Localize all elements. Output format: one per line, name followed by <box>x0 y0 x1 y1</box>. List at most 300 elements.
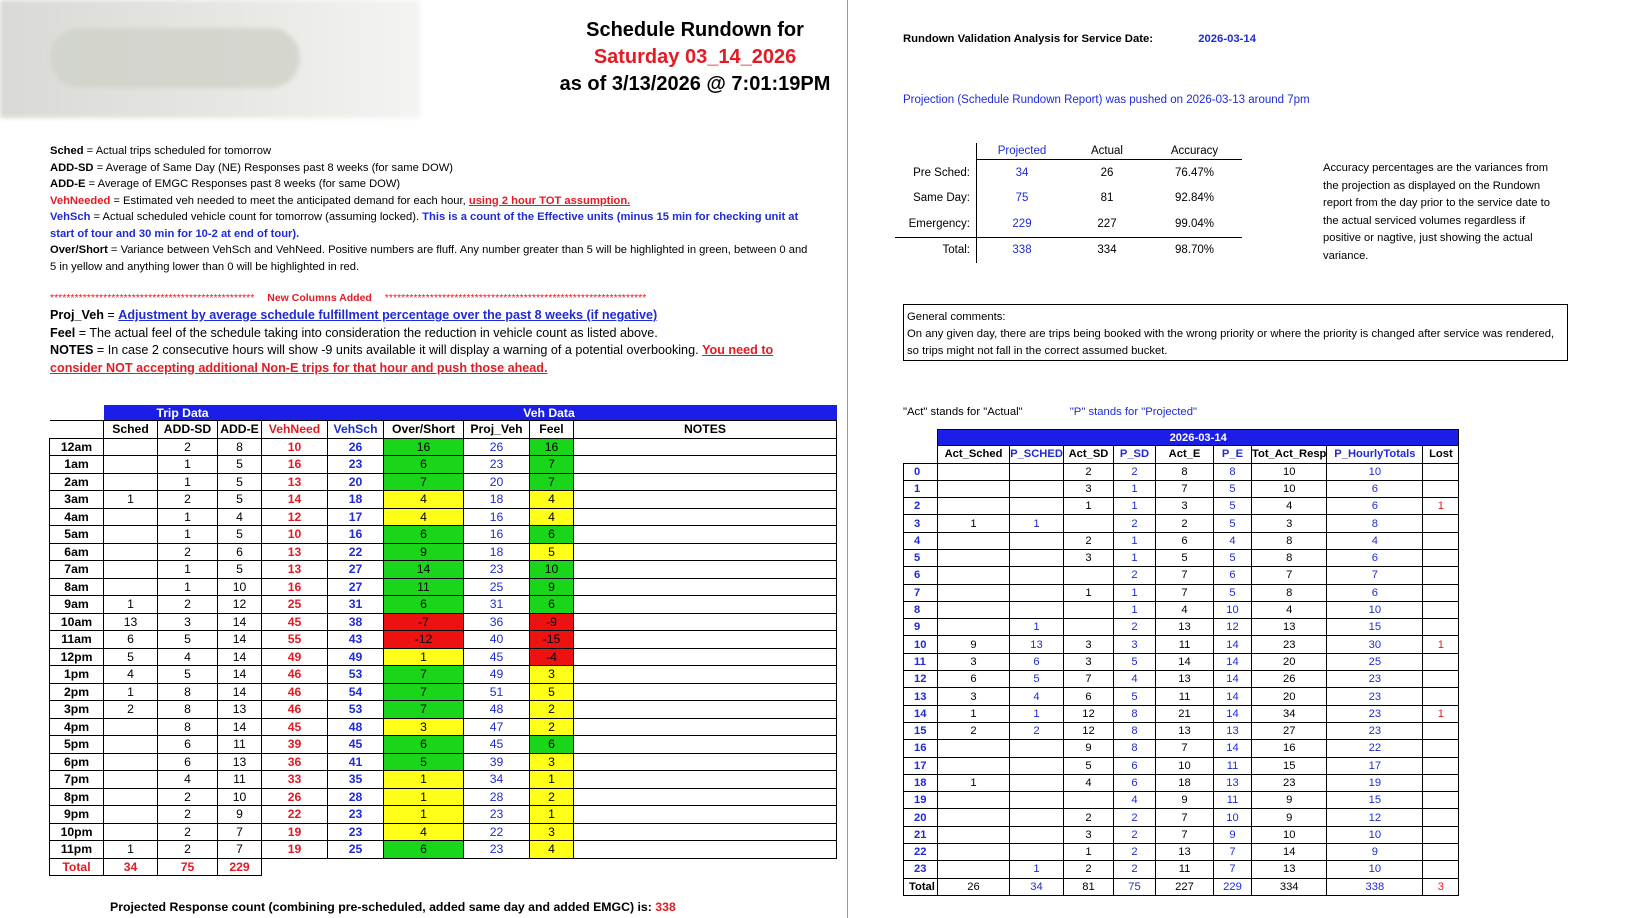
vehsch-cell: 49 <box>328 648 384 666</box>
table-row <box>50 613 837 631</box>
sched-cell <box>104 561 158 579</box>
tot-act-resp-cell: 27 <box>1252 722 1327 739</box>
p-sd-cell: 2 <box>1114 826 1156 843</box>
p-e-cell: 6 <box>1214 567 1252 584</box>
p-sd-cell: 8 <box>1114 740 1156 757</box>
p-e-cell: 10 <box>1214 809 1252 826</box>
act-e-cell: 5 <box>1156 549 1214 566</box>
act-e-cell: 13 <box>1156 619 1214 636</box>
p-sched-cell: 5 <box>1010 671 1064 688</box>
lost-cell: 1 <box>1423 498 1459 515</box>
tot-act-resp-cell: 13 <box>1252 619 1327 636</box>
act-sd-cell: 1 <box>1064 844 1114 861</box>
p-hourly-total-cell: 10 <box>1327 826 1423 843</box>
act-e-cell: 21 <box>1156 705 1214 722</box>
acc-projected: 229 <box>977 211 1068 237</box>
col-projveh: Proj_Veh <box>464 421 530 439</box>
hour-cell: 4pm <box>50 718 104 736</box>
overshort-cell: -12 <box>384 631 464 649</box>
acc-accuracy: 99.04% <box>1174 217 1214 230</box>
addsd-cell: 8 <box>158 718 218 736</box>
overshort-cell: 7 <box>384 473 464 491</box>
adde-cell: 7 <box>218 841 262 859</box>
feel-cell: 7 <box>530 473 574 491</box>
hourly-row <box>904 567 1459 584</box>
notes-cell <box>574 526 837 544</box>
col-notes: NOTES <box>574 421 837 439</box>
tot-act-resp-cell: 10 <box>1252 480 1327 497</box>
hour-cell: 11am <box>50 631 104 649</box>
lost-cell <box>1423 584 1459 601</box>
total-addsd: 75 <box>158 858 218 876</box>
act-sd-cell <box>1064 792 1114 809</box>
feel-cell: 6 <box>530 736 574 754</box>
vehneed-cell: 16 <box>262 456 328 474</box>
lost-cell <box>1423 861 1459 878</box>
hour-cell: 1pm <box>50 666 104 684</box>
hourly-row <box>904 809 1459 826</box>
legend-term: NOTES <box>50 343 94 357</box>
act-e-cell: 7 <box>1156 567 1214 584</box>
act-sched-cell <box>938 463 1010 480</box>
p-e-cell: 14 <box>1214 705 1252 722</box>
act-e-cell: 7 <box>1156 584 1214 601</box>
hourly-row <box>904 549 1459 566</box>
stars-right: **************************************************************** <box>384 292 647 304</box>
hour-cell: 4am <box>50 508 104 526</box>
table-row <box>50 771 837 789</box>
legend-desc: = In case 2 consecutive hours will show -9 units available it will display a warning of a potential overbooking. <box>93 343 703 357</box>
hourly-row <box>904 584 1459 601</box>
vehneed-cell: 12 <box>262 508 328 526</box>
addsd-cell: 6 <box>158 736 218 754</box>
hour-cell: 5pm <box>50 736 104 754</box>
adde-cell: 14 <box>218 631 262 649</box>
col-lost: Lost <box>1423 446 1459 464</box>
hour-cell: 6 <box>904 567 938 584</box>
lost-cell <box>1423 567 1459 584</box>
empty-cell <box>464 858 530 876</box>
act-sched-cell <box>938 480 1010 497</box>
addsd-cell: 4 <box>158 648 218 666</box>
addsd-cell: 6 <box>158 753 218 771</box>
lost-cell <box>1423 532 1459 549</box>
p-sched-cell <box>1010 532 1064 549</box>
table-row <box>50 648 837 666</box>
table-row <box>50 543 837 561</box>
addsd-cell: 1 <box>158 456 218 474</box>
accuracy-row <box>895 211 1242 237</box>
p-sched-cell <box>1010 774 1064 791</box>
hourly-row <box>904 463 1459 480</box>
col-p-sd: P_SD <box>1114 446 1156 464</box>
total-sched: 34 <box>104 858 158 876</box>
hourly-row <box>904 705 1459 722</box>
feel-cell: 1 <box>530 806 574 824</box>
hourly-row <box>904 740 1459 757</box>
adde-cell: 7 <box>218 823 262 841</box>
table-row <box>50 701 837 719</box>
vehneed-cell: 36 <box>262 753 328 771</box>
p-hourly-total-cell: 12 <box>1327 809 1423 826</box>
act-sched-cell <box>938 861 1010 878</box>
tot-act-resp-cell: 3 <box>1252 515 1327 532</box>
p-hourly-total-cell: 6 <box>1327 549 1423 566</box>
hourly-row <box>904 826 1459 843</box>
sched-cell <box>104 456 158 474</box>
p-hourly-total-cell: 10 <box>1327 861 1423 878</box>
lost-cell <box>1423 463 1459 480</box>
vehsch-cell: 43 <box>328 631 384 649</box>
overshort-cell: 1 <box>384 806 464 824</box>
overshort-cell: 4 <box>384 823 464 841</box>
p-sched-cell: 6 <box>1010 653 1064 670</box>
adde-cell: 5 <box>218 561 262 579</box>
feel-cell: 2 <box>530 701 574 719</box>
tot-act-resp-cell: 9 <box>1252 809 1327 826</box>
addsd-cell: 2 <box>158 823 218 841</box>
sched-cell: 1 <box>104 841 158 859</box>
acc-actual: 81 <box>1100 192 1114 205</box>
notes-cell <box>574 718 837 736</box>
legend-term: VehSch <box>50 211 91 223</box>
acc-label: Same Day: <box>913 192 970 205</box>
hour-cell: 11pm <box>50 841 104 859</box>
act-sched-cell <box>938 532 1010 549</box>
acc-label: Total: <box>895 237 977 263</box>
adde-cell: 13 <box>218 753 262 771</box>
vehsch-cell: 27 <box>328 561 384 579</box>
legend-term: Sched <box>50 145 84 157</box>
table-row <box>50 491 837 509</box>
act-sd-cell <box>1064 619 1114 636</box>
hour-cell: 20 <box>904 809 938 826</box>
acc-label: Emergency: <box>908 217 970 230</box>
hour-cell: 3am <box>50 491 104 509</box>
vehsch-cell: 54 <box>328 683 384 701</box>
overshort-cell: 14 <box>384 561 464 579</box>
lost-cell <box>1423 774 1459 791</box>
legend-note: using 2 hour TOT assumption. <box>468 194 631 207</box>
p-sched-cell <box>1010 549 1064 566</box>
lost-cell <box>1423 480 1459 497</box>
legend-desc: = The actual feel of the schedule taking into consideration the reduction in vehicle count as listed above. <box>75 325 658 340</box>
projveh-cell: 18 <box>464 543 530 561</box>
act-e-cell: 3 <box>1156 498 1214 515</box>
act-sd-cell: 2 <box>1064 532 1114 549</box>
notes-cell <box>574 823 837 841</box>
projveh-cell: 23 <box>464 806 530 824</box>
hour-cell: 3pm <box>50 701 104 719</box>
act-e-cell: 8 <box>1156 463 1214 480</box>
p-hourly-total-cell: 10 <box>1327 463 1423 480</box>
act-sched-cell: 3 <box>938 653 1010 670</box>
projveh-cell: 49 <box>464 666 530 684</box>
lost-cell <box>1423 809 1459 826</box>
table-row <box>50 736 837 754</box>
total-act-sd-cell: 81 <box>1064 878 1114 895</box>
vehsch-cell: 17 <box>328 508 384 526</box>
p-sched-cell <box>1010 584 1064 601</box>
hour-cell: 2 <box>904 498 938 515</box>
act-sched-cell <box>938 549 1010 566</box>
hour-cell: 9 <box>904 619 938 636</box>
vehsch-cell: 45 <box>328 736 384 754</box>
addsd-cell: 2 <box>158 543 218 561</box>
legend-desc: Adjustment by average schedule fulfillment percentage over the past 8 weeks (if negative) <box>118 308 658 322</box>
hour-cell: 21 <box>904 826 938 843</box>
act-sd-cell <box>1064 515 1114 532</box>
p-sd-cell: 2 <box>1114 809 1156 826</box>
hourly-row <box>904 636 1459 653</box>
p-e-cell: 4 <box>1214 532 1252 549</box>
addsd-cell: 1 <box>158 561 218 579</box>
sched-cell <box>104 543 158 561</box>
act-sched-cell <box>938 792 1010 809</box>
col-vehneed: VehNeed <box>262 421 328 439</box>
adde-cell: 12 <box>218 596 262 614</box>
addsd-cell: 5 <box>158 666 218 684</box>
act-e-cell: 13 <box>1156 844 1214 861</box>
act-e-cell: 4 <box>1156 601 1214 618</box>
notes-cell <box>574 771 837 789</box>
sched-cell <box>104 508 158 526</box>
validation-date: 2026-03-14 <box>1198 33 1256 45</box>
hour-cell: 14 <box>904 705 938 722</box>
lost-cell: 1 <box>1423 705 1459 722</box>
adde-cell: 6 <box>218 543 262 561</box>
p-hourly-total-cell: 23 <box>1327 671 1423 688</box>
feel-cell: -4 <box>530 648 574 666</box>
hourly-row <box>904 688 1459 705</box>
sched-cell: 2 <box>104 701 158 719</box>
lost-cell <box>1423 792 1459 809</box>
vehneed-cell: 13 <box>262 543 328 561</box>
hour-cell: 2am <box>50 473 104 491</box>
validation-heading <box>903 33 1256 45</box>
p-hourly-total-cell: 22 <box>1327 740 1423 757</box>
col-act-e: Act_E <box>1156 446 1214 464</box>
feel-cell: 6 <box>530 596 574 614</box>
addsd-cell: 4 <box>158 771 218 789</box>
hourly-row <box>904 671 1459 688</box>
vehneed-cell: 14 <box>262 491 328 509</box>
p-sched-cell <box>1010 740 1064 757</box>
table-row <box>50 596 837 614</box>
legend-term: Proj_Veh <box>50 308 104 322</box>
act-e-cell: 7 <box>1156 826 1214 843</box>
lost-cell <box>1423 549 1459 566</box>
addsd-cell: 5 <box>158 631 218 649</box>
feel-cell: 3 <box>530 753 574 771</box>
adde-cell: 5 <box>218 491 262 509</box>
acc-actual: 227 <box>1097 217 1117 230</box>
acc-projected: 338 <box>977 237 1068 263</box>
hour-cell: 19 <box>904 792 938 809</box>
p-sched-cell: 1 <box>1010 515 1064 532</box>
vehsch-cell: 27 <box>328 578 384 596</box>
p-e-cell: 13 <box>1214 722 1252 739</box>
tot-act-resp-cell: 10 <box>1252 826 1327 843</box>
tot-act-resp-cell: 26 <box>1252 671 1327 688</box>
band-veh-data: Veh Data <box>262 405 837 421</box>
vehsch-cell: 53 <box>328 701 384 719</box>
vehneed-cell: 46 <box>262 683 328 701</box>
accuracy-note: Accuracy percentages are the variances from the projection as displayed on the Rundown report from the day prior to the service date to the actual serviced volumes regardless if positive or nagtive, just showing the actual variance. <box>1323 162 1550 262</box>
p-sched-cell <box>1010 601 1064 618</box>
lost-cell <box>1423 688 1459 705</box>
col-addsd: ADD-SD <box>158 421 218 439</box>
hour-cell: 5 <box>904 549 938 566</box>
hour-cell: 18 <box>904 774 938 791</box>
adde-cell: 4 <box>218 508 262 526</box>
notes-cell <box>574 666 837 684</box>
lost-cell <box>1423 653 1459 670</box>
lost-cell <box>1423 757 1459 774</box>
report-date: Saturday 03_14_2026 <box>593 46 797 68</box>
empty-cell <box>328 858 384 876</box>
hourly-row <box>904 774 1459 791</box>
p-e-cell: 8 <box>1214 463 1252 480</box>
overshort-cell: 6 <box>384 456 464 474</box>
hour-cell: 1 <box>904 480 938 497</box>
feel-cell: 10 <box>530 561 574 579</box>
overshort-cell: 4 <box>384 508 464 526</box>
empty-cell <box>574 858 837 876</box>
accuracy-row <box>895 160 1242 186</box>
legend-desc: = Actual scheduled vehicle count for tomorrow (assuming locked). <box>90 211 423 223</box>
feel-cell: 1 <box>530 771 574 789</box>
empty-cell <box>262 858 328 876</box>
tot-act-resp-cell: 16 <box>1252 740 1327 757</box>
notes-cell <box>574 701 837 719</box>
vehsch-cell: 25 <box>328 841 384 859</box>
overshort-cell: 7 <box>384 701 464 719</box>
acc-accuracy: 98.70% <box>1147 237 1242 263</box>
adde-cell: 14 <box>218 683 262 701</box>
act-sched-cell: 1 <box>938 774 1010 791</box>
adde-cell: 13 <box>218 701 262 719</box>
act-sched-cell <box>938 740 1010 757</box>
p-hourly-total-cell: 17 <box>1327 757 1423 774</box>
act-e-cell: 9 <box>1156 792 1214 809</box>
p-hourly-total-cell: 9 <box>1327 844 1423 861</box>
projveh-cell: 34 <box>464 771 530 789</box>
vehneed-cell: 45 <box>262 718 328 736</box>
empty-cell <box>530 858 574 876</box>
p-hourly-total-cell: 19 <box>1327 774 1423 791</box>
hour-cell: 8 <box>904 601 938 618</box>
adde-cell: 11 <box>218 771 262 789</box>
p-sd-cell: 5 <box>1114 688 1156 705</box>
hourly-row <box>904 498 1459 515</box>
hour-cell: 16 <box>904 740 938 757</box>
hourly-row <box>904 722 1459 739</box>
act-sd-cell <box>1064 601 1114 618</box>
sched-cell: 6 <box>104 631 158 649</box>
band-trip-data: Trip Data <box>104 405 262 421</box>
hour-cell: 17 <box>904 757 938 774</box>
adde-cell: 14 <box>218 648 262 666</box>
adde-cell: 8 <box>218 438 262 456</box>
lost-cell <box>1423 844 1459 861</box>
vehneed-cell: 16 <box>262 578 328 596</box>
sched-cell: 5 <box>104 648 158 666</box>
feel-cell: 9 <box>530 578 574 596</box>
hourly-row <box>904 532 1459 549</box>
feel-cell: 6 <box>530 526 574 544</box>
p-hourly-total-cell: 30 <box>1327 636 1423 653</box>
vehneed-cell: 19 <box>262 841 328 859</box>
adde-cell: 5 <box>218 473 262 491</box>
total-tot-act-resp-cell: 334 <box>1252 878 1327 895</box>
p-sched-cell <box>1010 463 1064 480</box>
hour-cell: 7pm <box>50 771 104 789</box>
tot-act-resp-cell: 34 <box>1252 705 1327 722</box>
overshort-cell: 6 <box>384 596 464 614</box>
addsd-cell: 2 <box>158 841 218 859</box>
overshort-cell: 5 <box>384 753 464 771</box>
hourly-total-row <box>904 878 1459 895</box>
sched-cell <box>104 718 158 736</box>
notes-cell <box>574 561 837 579</box>
vehsch-cell: 38 <box>328 613 384 631</box>
sched-cell: 13 <box>104 613 158 631</box>
p-e-cell: 10 <box>1214 601 1252 618</box>
act-sd-cell: 5 <box>1064 757 1114 774</box>
hourly-validation-table <box>903 429 1459 896</box>
projveh-cell: 20 <box>464 473 530 491</box>
company-logo <box>0 0 420 118</box>
p-hourly-total-cell: 6 <box>1327 498 1423 515</box>
footer-text: Projected Response count (combining pre-scheduled, added same day and added EMGC) is: <box>110 900 656 914</box>
lost-cell <box>1423 515 1459 532</box>
notes-cell <box>574 841 837 859</box>
notes-cell <box>574 543 837 561</box>
hour-cell: 13 <box>904 688 938 705</box>
tot-act-resp-cell: 10 <box>1252 463 1327 480</box>
hourly-row <box>904 515 1459 532</box>
act-sd-cell: 2 <box>1064 463 1114 480</box>
vehsch-cell: 53 <box>328 666 384 684</box>
p-e-cell: 11 <box>1214 757 1252 774</box>
overshort-cell: 1 <box>384 648 464 666</box>
p-e-cell: 5 <box>1214 584 1252 601</box>
tot-act-resp-cell: 4 <box>1252 498 1327 515</box>
hourly-row <box>904 861 1459 878</box>
addsd-cell: 1 <box>158 473 218 491</box>
p-hourly-total-cell: 6 <box>1327 584 1423 601</box>
hourly-total-label: Total <box>904 878 938 895</box>
col-p-sched: P_SCHED <box>1010 446 1064 464</box>
addsd-cell: 3 <box>158 613 218 631</box>
notes-cell <box>574 631 837 649</box>
adde-cell: 14 <box>218 666 262 684</box>
projveh-cell: 22 <box>464 823 530 841</box>
table-row <box>50 823 837 841</box>
panel-divider <box>847 0 848 918</box>
act-e-cell: 6 <box>1156 532 1214 549</box>
total-p-hourly-total-cell: 338 <box>1327 878 1423 895</box>
act-e-cell: 10 <box>1156 757 1214 774</box>
legend-term: ADD-E <box>50 178 86 190</box>
vehneed-cell: 25 <box>262 596 328 614</box>
notes-cell <box>574 596 837 614</box>
p-e-cell: 9 <box>1214 826 1252 843</box>
feel-cell: 3 <box>530 666 574 684</box>
vehsch-cell: 48 <box>328 718 384 736</box>
new-columns-label: New Columns Added <box>267 292 372 304</box>
